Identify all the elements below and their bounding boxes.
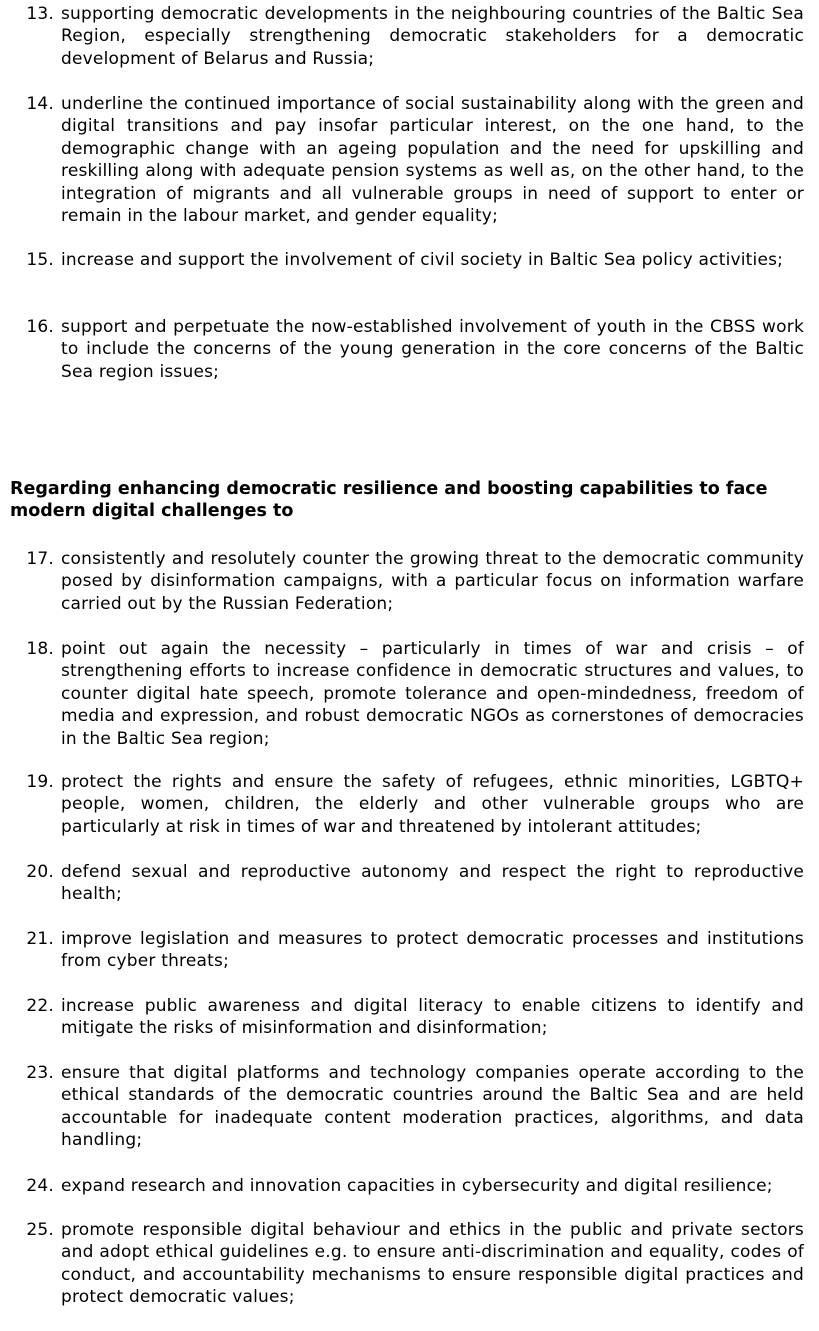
item-text: ensure that digital platforms and technology companies operate according to the ethical standards of the democratic countries around the Baltic Sea and are held accountable for inadequate content moderation practices, algorithms, and data handling; [61,1063,804,1151]
item-number: 16. [26,317,54,337]
item-number: 17. [26,549,54,569]
item-text: increase and support the involvement of civil society in Baltic Sea policy activities; [61,250,784,270]
item-number: 22. [26,996,54,1016]
item-text: promote responsible digital behaviour and ethics in the public and private sectors and adopt ethical guidelines e.g. to ensure anti-discrimination and equality, codes of conduct, and accountability mechanisms to ensure responsible digital practices and protect democratic values; [61,1220,804,1308]
item-text: underline the continued importance of social sustainability along with the green and digital transitions and pay insofar particular interest, on the one hand, to the demographic change with an ageing population and the need for upskilling and reskilling along with adequate pension systems as well as, on the other hand, to the integration of migrants and all vulnerable groups in need of support to enter or remain in the labour market, and gender equality; [61,94,804,227]
section-heading: Regarding enhancing democratic resilience and boosting capabilities to face modern digital challenges to [10,479,768,522]
item-text: improve legislation and measures to protect democratic processes and institutions from cyber threats; [61,929,804,972]
item-text: increase public awareness and digital literacy to enable citizens to identify and mitigate the risks of misinformation and disinformation; [61,996,804,1039]
item-text: expand research and innovation capacities in cybersecurity and digital resilience; [61,1176,773,1196]
item-number: 21. [26,929,54,949]
item-number: 19. [26,772,54,792]
item-text: supporting democratic developments in the neighbouring countries of the Baltic Sea Region, especially strengthening democratic stakeholders for a democratic development of Belarus and Russia; [61,4,804,69]
item-number: 13. [26,4,54,24]
item-number: 15. [26,250,54,270]
item-text: protect the rights and ensure the safety of refugees, ethnic minorities, LGBTQ+ people, women, children, the elderly and other vulnerable groups who are particularly at risk in times of war and threatened by intolerant attitudes; [61,772,804,837]
item-number: 25. [26,1220,54,1240]
item-number: 18. [26,639,54,659]
item-text: point out again the necessity – particularly in times of war and crisis – of strengthening efforts to increase confidence in democratic structures and values, to counter digital hate speech, promote tolerance and open-mindedness, freedom of media and expression, and robust democratic NGOs as cornerstones of democracies in the Baltic Sea region; [61,639,804,749]
item-text: defend sexual and reproductive autonomy and respect the right to reproductive health; [61,862,804,905]
item-number: 23. [26,1063,54,1083]
item-number: 20. [26,862,54,882]
item-text: support and perpetuate the now-established involvement of youth in the CBSS work to include the concerns of the young generation in the core concerns of the Baltic Sea region issues; [61,317,804,382]
item-number: 14. [26,94,54,114]
item-number: 24. [26,1176,54,1196]
item-text: consistently and resolutely counter the growing threat to the democratic community posed by disinformation campaigns, with a particular focus on information warfare carried out by the Russian Federation; [61,549,804,614]
